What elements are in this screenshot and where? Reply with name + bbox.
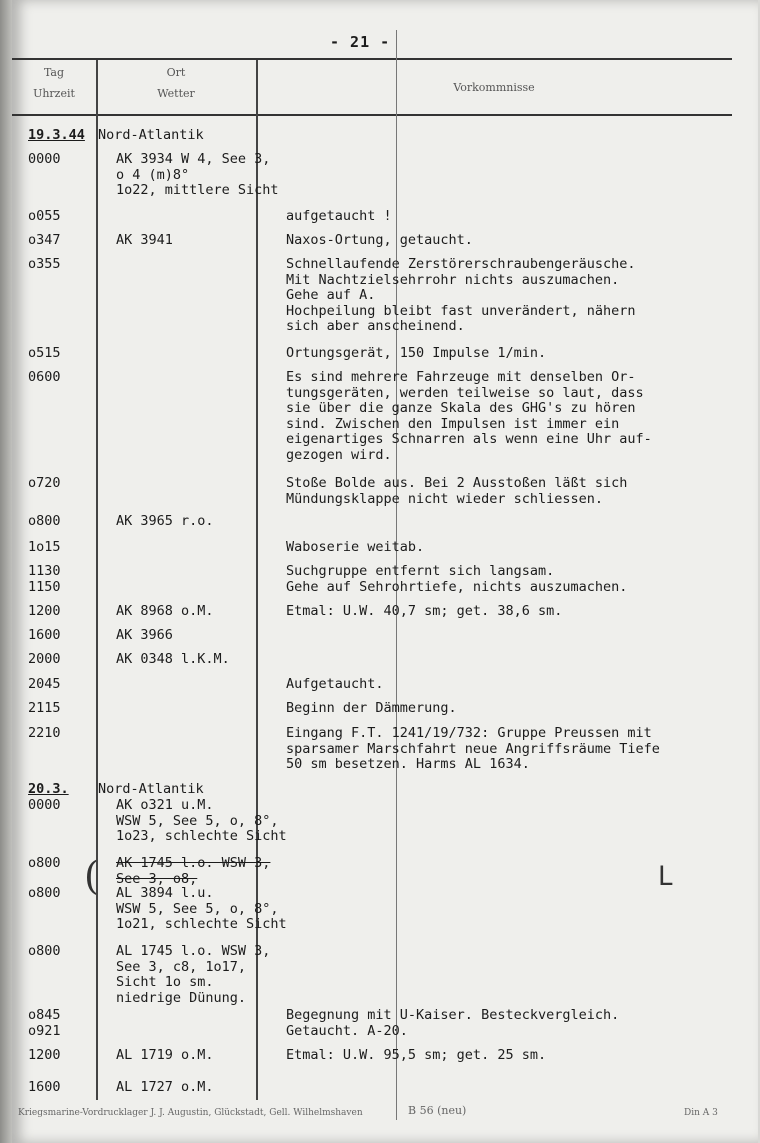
entry-location-weather: AL 3894 l.u. WSW 5, See 5, o, 8°, 1o21, schlechte Sicht [116,885,287,932]
entry-occurrence: Aufgetaucht. [286,676,384,692]
entry-time: 0600 [28,369,61,385]
entry-location-weather: AL 1745 l.o. WSW 3, See 3, c8, 1o17, Sicht 1o sm. niedrige Dünung. [116,943,271,1006]
entry-time: 2000 [28,651,61,667]
entry-time: o845 o921 [28,1007,61,1039]
entry-location-weather: AK 3934 W 4, See 3, o 4 (m)8° 1o22, mittlere Sicht [116,151,279,198]
entry-occurrence: Schnellaufende Zerstörerschraubengeräusche. Mit Nachtzielsehrrohr nichts auszumachen. Gehe auf A. Hochpeilung bleibt fast unverändert, nähern sich aber anscheinend. [286,256,636,334]
entry-location-weather: AL 1727 o.M. [116,1079,214,1095]
entry-time: 0000 [28,797,61,813]
header-ort-wetter [96,62,256,104]
entry-location-weather: Nord-Atlantik [98,781,204,797]
entry-occurrence: aufgetaucht ! [286,208,392,224]
entry-location-weather: AK 3941 [116,232,173,248]
entry-time: 2045 [28,676,61,692]
entry-time: 20.3. [28,781,69,797]
entry-time: o800 [28,885,61,901]
entry-occurrence: Es sind mehrere Fahrzeuge mit denselben Or- tungsgeräten, werden teilweise so laut, dass sie über die ganze Skala des GHG's zu hören sind. Zwischen den Impulsen ist immer ein eigenartiges Schnarren als wenn eine Uhr auf- gezogen wird. [286,369,652,463]
header-uhrzeit: Uhrzeit [33,87,75,100]
header-tag-uhrzeit [12,62,96,104]
entry-time: 1600 [28,1079,61,1095]
entry-location-weather: AK 8968 o.M. [116,603,214,619]
entry-occurrence: Begegnung mit U-Kaiser. Besteckvergleich. Getaucht. A-20. [286,1007,620,1039]
entry-location-weather: Nord-Atlantik [98,127,204,143]
entry-time: 0000 [28,151,61,167]
entry-time: o347 [28,232,61,248]
entry-time: 1200 [28,1047,61,1063]
entry-occurrence: Etmal: U.W. 40,7 sm; get. 38,6 sm. [286,603,563,619]
entry-time: 19.3.44 [28,127,85,143]
header-ort: Ort [166,66,186,79]
entry-occurrence: Naxos-Ortung, getaucht. [286,232,473,248]
entry-occurrence: Eingang F.T. 1241/19/732: Gruppe Preussen mit sparsamer Marschfahrt neue Angriffsräume Tiefe 50 sm besetzen. Harms AL 1634. [286,725,660,772]
footer-paper-size: Din A 3 [684,1108,718,1118]
entry-time: 1600 [28,627,61,643]
header-tag: Tag [43,66,65,79]
header-top-rule [12,58,732,60]
entry-time: o515 [28,345,61,361]
entry-time: o800 [28,513,61,529]
entry-location-weather: AK 0348 l.K.M. [116,651,230,667]
log-page [12,0,758,1143]
page-number: - 21 - [330,33,391,51]
entry-time: o355 [28,256,61,272]
entry-time: o800 [28,855,61,871]
footer-printer: Kriegsmarine-Vordrucklager J. J. Augustin, Glückstadt, Gell. Wilhelmshaven [18,1108,363,1118]
header-wetter: Wetter [157,87,195,100]
correction-brace: ( [84,854,99,898]
entry-location-weather: AK 3966 [116,627,173,643]
entry-location-weather: AL 1719 o.M. [116,1047,214,1063]
entry-occurrence: Waboserie weitab. [286,539,425,555]
entry-occurrence: Ortungsgerät, 150 Impulse 1/min. [286,345,547,361]
entry-time: 2115 [28,700,61,716]
header-bottom-rule [12,114,732,116]
entry-time: o055 [28,208,61,224]
entry-occurrence: Etmal: U.W. 95,5 sm; get. 25 sm. [286,1047,547,1063]
entry-location-weather: AK 1745 l.o. WSW 3, See 3, o8, [116,855,271,887]
entry-time: o720 [28,475,61,491]
entry-time: 1200 [28,603,61,619]
entry-location-weather: AK o321 u.M. WSW 5, See 5, o, 8°, 1o23, schlechte Sicht [116,797,287,844]
entry-occurrence: Suchgruppe entfernt sich langsam. Gehe auf Sehrohrtiefe, nichts auszumachen. [286,563,628,595]
header-vorkommnisse: Vorkommnisse [453,81,535,94]
entry-time: 1o15 [28,539,61,555]
entry-time: 1130 1150 [28,563,61,595]
entry-location-weather: AK 3965 r.o. [116,513,214,529]
handwritten-mark: ᒪ [658,862,673,892]
entry-occurrence: Beginn der Dämmerung. [286,700,457,716]
entry-time: 2210 [28,725,61,741]
entry-occurrence: Stoße Bolde aus. Bei 2 Ausstoßen läßt sich Mündungsklappe nicht wieder schliessen. [286,475,628,507]
footer-form-number: B 56 (neu) [408,1104,467,1117]
entry-time: o800 [28,943,61,959]
